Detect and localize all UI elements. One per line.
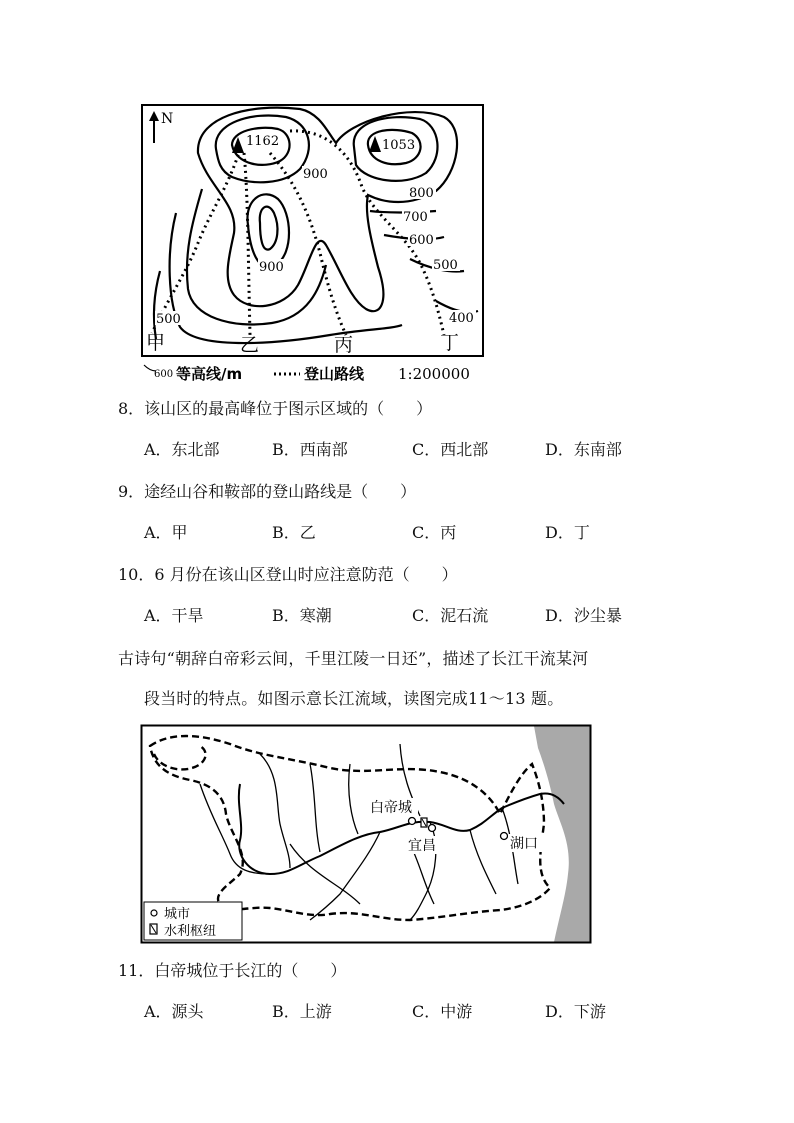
q8-option-c[interactable]: C．西北部: [412, 440, 489, 459]
q11-option-a[interactable]: A．源头: [144, 1002, 204, 1021]
contour-600: [170, 213, 402, 343]
q9-option-a[interactable]: A．甲: [144, 523, 188, 542]
question-8-stem: 8．该山区的最高峰位于图示区域的（ ）: [118, 399, 433, 418]
q9-option-d[interactable]: D．丁: [545, 523, 590, 542]
contour-label: 500: [156, 312, 181, 327]
passage-line-2: 段当时的特点。如图示意长江流域，读图完成11～13 题。: [144, 689, 564, 708]
city-label-yichang: 宜昌: [408, 838, 436, 854]
route-label-ding: 丁: [440, 332, 460, 354]
peak-label-1162: 1162: [246, 134, 280, 149]
q11-option-b[interactable]: B．上游: [272, 1002, 332, 1021]
q8-option-d[interactable]: D．东南部: [545, 440, 622, 459]
yangtze-basin-map: [140, 724, 592, 944]
yangtze-mainstream: [239, 784, 564, 874]
legend-contour-sample: 600: [154, 369, 174, 380]
q11-option-c[interactable]: C．中游: [412, 1002, 473, 1021]
legend-route-label: 登山路线: [304, 365, 365, 383]
contour-map: [140, 103, 485, 385]
question-11-stem: 11．白帝城位于长江的（ ）: [118, 961, 347, 980]
q10-option-d[interactable]: D．沙尘暴: [545, 606, 622, 625]
north-arrow-icon: [149, 111, 159, 143]
q10-option-b[interactable]: B．寒潮: [272, 606, 332, 625]
legend-dam-label: 水利枢纽: [164, 924, 217, 939]
basin-boundary: [150, 736, 550, 920]
city-label-hukou: 湖口: [510, 836, 538, 852]
north-label: N: [161, 111, 174, 127]
route-label-yi: 乙: [240, 334, 260, 356]
q9-option-c[interactable]: C．丙: [412, 523, 457, 542]
legend-contour-label: 等高线/m: [176, 365, 243, 383]
contour-label: 900: [259, 260, 284, 275]
contour-lines: [154, 108, 478, 343]
contour-label: 800: [409, 186, 434, 201]
legend-city-label: 城市: [164, 907, 191, 922]
contour-label: 900: [303, 167, 328, 182]
contour-map-frame: [142, 105, 483, 356]
contour-label: 600: [409, 233, 434, 248]
legend-scale: 1:200000: [398, 365, 470, 383]
city-baidicheng-icon: [409, 818, 416, 825]
yangtze-map-legend: [144, 902, 242, 940]
passage-line-1: 古诗句“朝辞白帝彩云间，千里江陵一日还”，描述了长江干流某河: [118, 649, 589, 668]
route-label-jia: 甲: [146, 332, 166, 354]
q11-option-d[interactable]: D．下游: [545, 1002, 606, 1021]
q8-option-a[interactable]: A．东北部: [144, 440, 220, 459]
city-yichang-icon: [429, 825, 436, 832]
peak-label-1053: 1053: [382, 138, 416, 153]
q9-option-b[interactable]: B．乙: [272, 523, 316, 542]
contour-label: 500: [433, 258, 458, 273]
peak-triangle-icon: [369, 136, 381, 152]
q8-option-b[interactable]: B．西南部: [272, 440, 348, 459]
contour-label: 400: [449, 311, 474, 326]
q10-option-a[interactable]: A．干旱: [144, 606, 204, 625]
city-hukou-icon: [501, 833, 508, 840]
contour-inner-b: [247, 194, 289, 267]
question-10-stem: 10．6 月份在该山区登山时应注意防范（ ）: [118, 565, 458, 584]
contour-900-inner: [260, 207, 278, 250]
q10-option-c[interactable]: C．泥石流: [412, 606, 489, 625]
contour-label: 700: [403, 210, 428, 225]
question-9-stem: 9．途经山谷和鞍部的登山路线是（ ）: [118, 482, 417, 501]
route-label-bing: 丙: [334, 334, 354, 356]
legend-city-icon: [151, 910, 157, 916]
contour-map-legend: [144, 365, 470, 383]
city-label-baidicheng: 白帝城: [370, 800, 412, 816]
